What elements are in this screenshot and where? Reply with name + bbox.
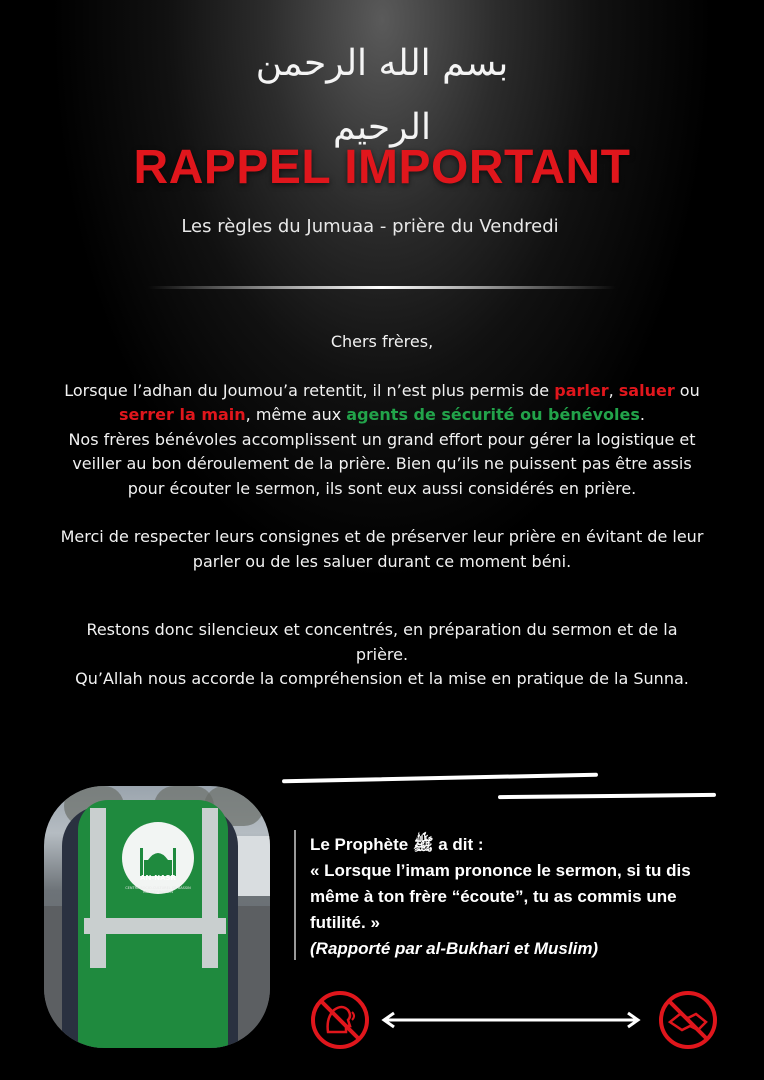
- paragraph-respect: Merci de respecter leurs consignes et de préserver leur prière en évitant de leur parler ou de les saluer durant ce moment béni.: [60, 527, 704, 571]
- greeting: Chers frères,: [330, 332, 434, 351]
- mosque-logo-icon: [122, 822, 194, 894]
- body-text: [60, 330, 704, 692]
- no-talking-icon: [308, 988, 372, 1052]
- no-handshake-icon: [656, 988, 720, 1052]
- vest-logo-text: AN-NASR: [140, 874, 176, 882]
- hadith-quote: [310, 832, 730, 962]
- rules-text-b: ou: [674, 380, 700, 400]
- highlight-saluer: saluer: [618, 380, 675, 400]
- brush-stroke-bottom: [498, 793, 716, 799]
- rules-text-d: .: [639, 405, 645, 424]
- rules-text-c: , même aux: [245, 405, 347, 424]
- quote-heading: Le Prophète ﷺ a dit :: [310, 835, 484, 854]
- rules-sep: ,: [608, 380, 619, 400]
- basmala-calligraphy: بسم الله الرحمن الرحيم: [255, 43, 509, 148]
- vest-logo-subtext: CENTRE SOCIO-CULTUREL DE BASSIN MÉDITERRANÉEN: [125, 886, 191, 894]
- highlight-parler: parler: [554, 380, 609, 400]
- quote-bar: [294, 830, 296, 960]
- brush-stroke-top: [282, 773, 598, 784]
- title-divider: [148, 286, 616, 289]
- volunteer-photo: [44, 786, 270, 1048]
- page-title: RAPPEL IMPORTANT: [133, 141, 631, 194]
- paragraph-rules: [60, 379, 704, 428]
- page-subtitle: Les règles du Jumuaa - prière du Vendredi: [181, 216, 559, 237]
- paragraph-silence: Restons donc silencieux et concentrés, en préparation du sermon et de la prière.: [86, 620, 678, 664]
- quote-text: « Lorsque l’imam prononce le sermon, si tu dis même à ton frère “écoute”, tu as commis une futilité. »: [310, 861, 691, 932]
- paragraph-dua: Qu’Allah nous accorde la compréhension et la mise en pratique de la Sunna.: [75, 669, 689, 688]
- double-arrow-icon: [380, 1010, 642, 1030]
- paragraph-volunteers: Nos frères bénévoles accomplissent un grand effort pour gérer la logistique et veiller au bon déroulement de la prière. Bien qu’ils ne puissent pas être assis pour écouter le sermon, ils sont eux aussi considérés en prière.: [68, 429, 696, 498]
- highlight-serrer-la-main: serrer la main: [119, 405, 246, 424]
- quote-source: (Rapporté par al-Bukhari et Muslim): [310, 939, 599, 958]
- highlight-agents: agents de sécurité ou bénévoles: [346, 405, 640, 424]
- rules-text-a: Lorsque l’adhan du Joumou’a retentit, il n’est plus permis de: [64, 380, 555, 400]
